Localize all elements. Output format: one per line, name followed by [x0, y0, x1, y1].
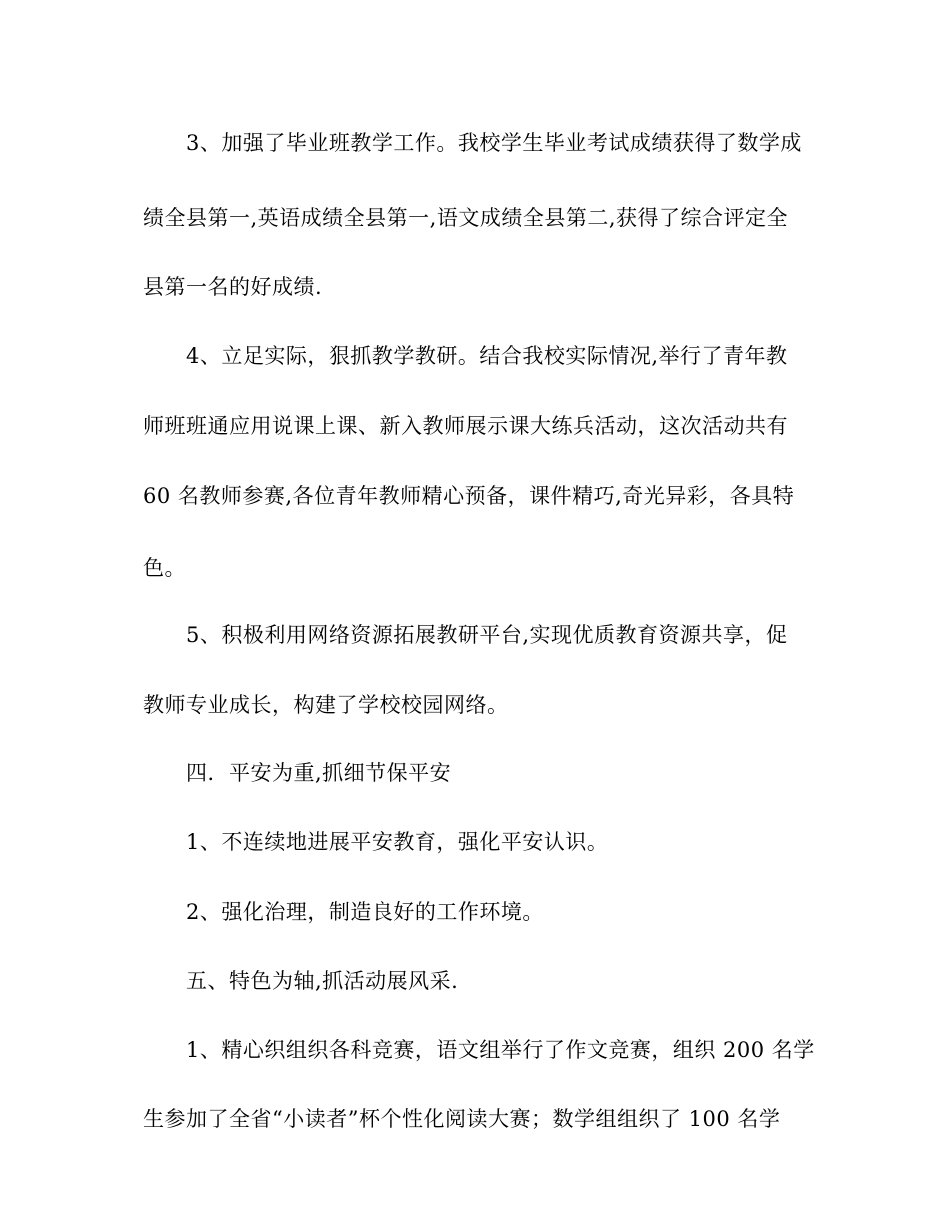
section-5-item-1-line-1: 1、精心织组织各科竞赛，语文组举行了作文竞赛，组织 200 名学: [186, 1038, 815, 1062]
section-heading-5: 五、特色为轴,抓活动展风采.: [186, 969, 459, 993]
paragraph-3-line-2: 绩全县第一,英语成绩全县第一,语文成绩全县第二,获得了综合评定全: [143, 206, 789, 230]
paragraph-4-line-4: 色。: [143, 556, 186, 580]
section-5-item-1-line-2: 生参加了全省“小读者”杯个性化阅读大赛；数学组组织了 100 名学: [143, 1107, 781, 1131]
section-4-item-2: 2、强化治理，制造良好的工作环境。: [186, 900, 544, 924]
paragraph-3-line-1: 3、加强了毕业班教学工作。我校学生毕业考试成绩获得了数学成: [186, 131, 802, 155]
paragraph-4-line-2: 师班班通应用说课上课、新入教师展示课大练兵活动，这次活动共有: [143, 414, 788, 438]
paragraph-3-line-3: 县第一名的好成绩.: [143, 275, 323, 299]
paragraph-4-line-3: 60 名教师参赛,各位青年教师精心预备，课件精巧,奇光异彩，各具特: [143, 484, 795, 508]
paragraph-5-line-1: 5、积极利用网络资源拓展教研平台,实现优质教育资源共享，促: [186, 623, 788, 647]
paragraph-4-line-1: 4、立足实际，狠抓教学教研。结合我校实际情况,举行了青年教: [186, 344, 788, 368]
section-heading-4: 四．平安为重,抓细节保平安: [186, 761, 452, 785]
paragraph-5-line-2: 教师专业成长，构建了学校校园网络。: [143, 693, 509, 717]
section-4-item-1: 1、不连续地进展平安教育，强化平安认识。: [186, 830, 609, 854]
